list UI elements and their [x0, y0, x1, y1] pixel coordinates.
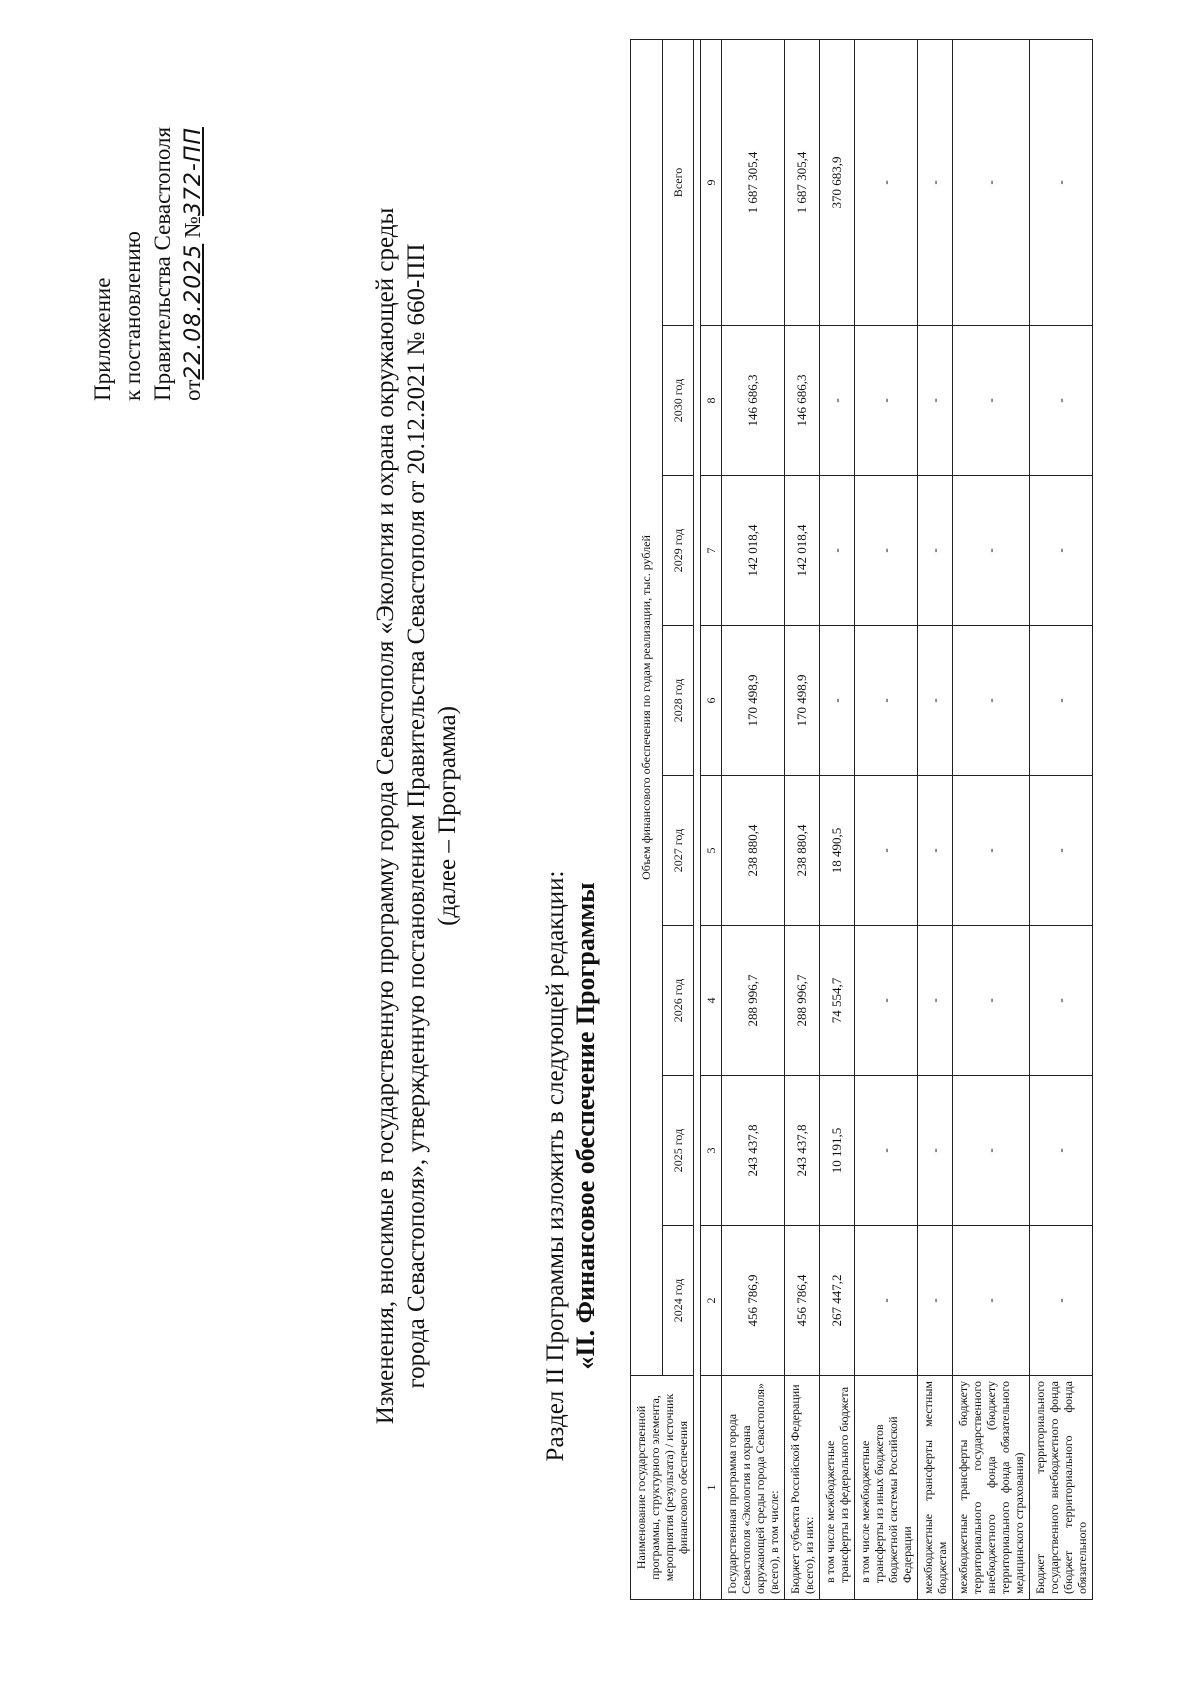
row-value: -	[855, 1226, 918, 1376]
row-value: 456 786,9	[722, 1226, 785, 1376]
column-number: 4	[701, 926, 722, 1076]
row-label: межбюджетные трансферты бюджету территориального государственного внебюджетного фонда (бюджету территориального фонда обязательного медицинского страхования)	[953, 1376, 1030, 1600]
row-value: -	[1030, 626, 1093, 776]
row-value: 1 687 305,4	[785, 39, 820, 325]
appendix-from-prefix: от	[180, 379, 205, 401]
row-value: 18 490,5	[820, 776, 855, 926]
appendix-block	[88, 41, 209, 401]
table-row	[918, 39, 953, 1599]
row-value: -	[855, 1076, 918, 1226]
row-value: -	[918, 326, 953, 476]
row-value: -	[1030, 476, 1093, 626]
row-value: -	[918, 476, 953, 626]
instruction-text: Раздел II Программы изложить в следующей редакции:	[542, 870, 569, 1462]
row-label: Бюджет субъекта Российской Федерации (всего), из них:	[785, 1376, 820, 1600]
row-value: 1 687 305,4	[722, 39, 785, 325]
row-label: в том числе межбюджетные трансферты из иных бюджетов бюджетной системы Российской Федерации	[855, 1376, 918, 1600]
row-value: -	[1030, 1226, 1093, 1376]
column-number: 9	[701, 39, 722, 325]
title-line-2: города Севастополя», утвержденную постановлением Правительства Севастополя от 20.12.2021 № 660-ПП	[403, 243, 430, 1389]
row-value: 10 191,5	[820, 1076, 855, 1226]
row-value: -	[855, 476, 918, 626]
row-value: 288 996,7	[785, 926, 820, 1076]
row-value: -	[820, 626, 855, 776]
section-heading: «II. Финансовое обеспечение Программы	[571, 882, 600, 1370]
row-value: 370 683,9	[820, 39, 855, 325]
year-header: 2024 год	[662, 1226, 694, 1376]
row-value: -	[953, 326, 1030, 476]
row-value: 238 880,4	[722, 776, 785, 926]
row-value: -	[918, 39, 953, 325]
table-row	[820, 39, 855, 1599]
row-value: -	[1030, 1076, 1093, 1226]
row-value: -	[918, 1076, 953, 1226]
row-value: -	[953, 1226, 1030, 1376]
title-line-1: Изменения, вносимые в государственную программу города Севастополя «Экология и охрана окружающей среды	[372, 207, 399, 1425]
row-value: 146 686,3	[722, 326, 785, 476]
table-row	[722, 39, 785, 1599]
row-value: 288 996,7	[722, 926, 785, 1076]
row-value: -	[918, 926, 953, 1076]
row-value: -	[918, 1226, 953, 1376]
row-label: в том числе межбюджетные трансферты из федерального бюджета	[820, 1376, 855, 1600]
row-value: 456 786,4	[785, 1226, 820, 1376]
row-value: -	[953, 626, 1030, 776]
table-row	[855, 39, 918, 1599]
row-label: Государственная программа города Севастополя «Экология и охрана окружающей среды города Севастополя» (всего), в том числе:	[722, 1376, 785, 1600]
row-value: -	[820, 326, 855, 476]
column-number: 8	[701, 326, 722, 476]
row-value: -	[918, 776, 953, 926]
volume-header: Объем финансового обеспечения по годам реализации, тыс. рублей	[631, 39, 663, 1375]
row-label: межбюджетные трансферты местным бюджетам	[918, 1376, 953, 1600]
column-number: 2	[701, 1226, 722, 1376]
row-value: -	[953, 776, 1030, 926]
year-header: Всего	[662, 39, 694, 325]
row-value: 267 447,2	[820, 1226, 855, 1376]
appendix-line-3: Правительства Севастополя	[150, 126, 175, 401]
column-number: 1	[701, 1376, 722, 1600]
year-header-row	[662, 39, 694, 1599]
title-line-3: (далее – Программа)	[434, 706, 461, 926]
year-header: 2030 год	[662, 326, 694, 476]
spacer-row	[694, 39, 701, 1599]
appendix-number: 372-ПП	[181, 127, 206, 217]
row-value: -	[855, 926, 918, 1076]
row-value: -	[1030, 776, 1093, 926]
row-value: -	[1030, 326, 1093, 476]
row-value: -	[855, 776, 918, 926]
row-value: -	[855, 626, 918, 776]
appendix-line-2: к постановлению	[120, 231, 145, 401]
table-header-row	[631, 39, 663, 1599]
row-value: -	[1030, 926, 1093, 1076]
column-number: 6	[701, 626, 722, 776]
row-value: 142 018,4	[722, 476, 785, 626]
year-header: 2026 год	[662, 926, 694, 1076]
year-header: 2028 год	[662, 626, 694, 776]
row-label: Бюджет территориального государственного внебюджетного фонда (бюджет территориального фонда обязательного	[1030, 1376, 1093, 1600]
row-value: -	[953, 476, 1030, 626]
row-value: 74 554,7	[820, 926, 855, 1076]
financing-table	[630, 39, 1093, 1600]
row-value: -	[953, 1076, 1030, 1226]
row-value: 146 686,3	[785, 326, 820, 476]
row-value: -	[1030, 39, 1093, 325]
column-number: 5	[701, 776, 722, 926]
name-column-header: Наименование государственной программы, структурного элемента, мероприятия (результата) / источник финансового обеспечения	[631, 1376, 694, 1600]
row-value: -	[855, 39, 918, 325]
year-header: 2029 год	[662, 476, 694, 626]
table-row	[1030, 39, 1093, 1599]
row-value: -	[953, 926, 1030, 1076]
appendix-number-prefix: №	[180, 216, 205, 239]
row-value: 238 880,4	[785, 776, 820, 926]
appendix-date-line	[178, 41, 209, 401]
row-value: 170 498,9	[785, 626, 820, 776]
year-header: 2025 год	[662, 1076, 694, 1226]
column-number: 3	[701, 1076, 722, 1226]
row-value: 142 018,4	[785, 476, 820, 626]
row-value: -	[953, 39, 1030, 325]
row-value: 243 437,8	[785, 1076, 820, 1226]
column-numbers-row	[701, 39, 722, 1599]
appendix-line-1: Приложение	[90, 277, 115, 401]
row-value: -	[820, 476, 855, 626]
year-header: 2027 год	[662, 776, 694, 926]
document-title	[370, 86, 463, 1546]
row-value: -	[855, 326, 918, 476]
row-value: -	[918, 626, 953, 776]
table-row	[953, 39, 1030, 1599]
row-value: 170 498,9	[722, 626, 785, 776]
appendix-date: 22.08.2025	[181, 243, 206, 380]
table-row	[785, 39, 820, 1599]
column-number: 7	[701, 476, 722, 626]
table-body	[694, 39, 1093, 1599]
row-value: 243 437,8	[722, 1076, 785, 1226]
